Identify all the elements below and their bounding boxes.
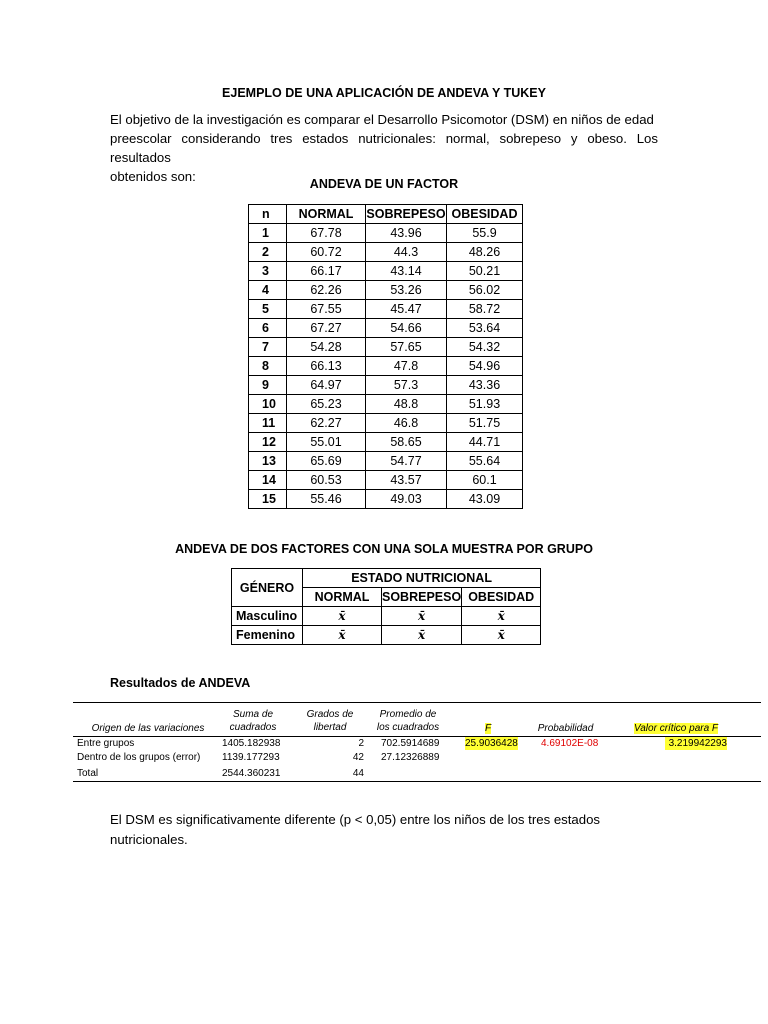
row-number: 13: [249, 452, 287, 471]
row-promedio: 702.5914689: [381, 738, 440, 749]
table-cell: 67.78: [287, 224, 366, 243]
column-header: OBESIDAD: [462, 588, 541, 607]
row-number: 3: [249, 262, 287, 281]
table-row: [232, 607, 541, 626]
row-number: 6: [249, 319, 287, 338]
header-f-label: F: [484, 723, 492, 734]
table-cell: 60.1: [447, 471, 523, 490]
row-number: 10: [249, 395, 287, 414]
row-origen: Dentro de los grupos (error): [77, 752, 201, 763]
table-cell: 57.3: [366, 376, 447, 395]
table-row: [249, 452, 523, 471]
row-number: 2: [249, 243, 287, 262]
table-cell: 53.26: [366, 281, 447, 300]
table-cell: 60.72: [287, 243, 366, 262]
table-cell: 58.72: [447, 300, 523, 319]
table-cell: 43.09: [447, 490, 523, 509]
row-promedio: 27.12326889: [381, 752, 440, 763]
row-number: 5: [249, 300, 287, 319]
table-cell: 43.14: [366, 262, 447, 281]
header-promedio: [370, 708, 446, 734]
header-valor-label: Valor crítico para F: [633, 723, 719, 734]
header-line: cuadrados: [229, 722, 277, 733]
row-origen: Entre grupos: [77, 738, 135, 749]
intro-line: preescolar considerando tres estados nutricionales: normal, sobrepeso y obeso. Los resultados: [110, 131, 658, 165]
table-bottom-rule: [73, 781, 761, 782]
table-cell: 44.71: [447, 433, 523, 452]
table-row: [249, 357, 523, 376]
row-f-value: 25.9036428: [465, 738, 518, 749]
table-row: [249, 243, 523, 262]
table-cell: 55.01: [287, 433, 366, 452]
table-cell: 62.26: [287, 281, 366, 300]
table-cell: 54.32: [447, 338, 523, 357]
estado-header: ESTADO NUTRICIONAL: [303, 569, 541, 588]
row-gl: 44: [352, 768, 364, 779]
table-cell: 48.8: [366, 395, 447, 414]
table1-title: ANDEVA DE UN FACTOR: [309, 177, 459, 191]
table-cell: 45.47: [366, 300, 447, 319]
document-title: EJEMPLO DE UNA APLICACIÓN DE ANDEVA Y TUKEY: [222, 86, 546, 100]
table-cell: 67.27: [287, 319, 366, 338]
table-row: [249, 300, 523, 319]
table-cell: 43.57: [366, 471, 447, 490]
mean-symbol: x̄: [382, 626, 462, 645]
row-number: 4: [249, 281, 287, 300]
mean-symbol: x̄: [303, 626, 382, 645]
table-cell: 54.96: [447, 357, 523, 376]
column-header: NORMAL: [303, 588, 382, 607]
table-cell: 58.65: [366, 433, 447, 452]
table-row: [249, 319, 523, 338]
row-gl: 2: [358, 738, 364, 749]
table-cell: 51.75: [447, 414, 523, 433]
header-f: [478, 722, 498, 735]
row-suma: 2544.360231: [222, 768, 281, 779]
table-row: [249, 414, 523, 433]
one-factor-table: [248, 204, 523, 509]
column-header: SOBREPESO: [366, 205, 447, 224]
table-cell: 51.93: [447, 395, 523, 414]
table-cell: 56.02: [447, 281, 523, 300]
table-cell: 53.64: [447, 319, 523, 338]
table-cell: 54.77: [366, 452, 447, 471]
header-origen: Origen de las variaciones: [91, 723, 205, 734]
table-row: [249, 376, 523, 395]
row-gl: 42: [352, 752, 364, 763]
table-cell: 46.8: [366, 414, 447, 433]
table-cell: 48.26: [447, 243, 523, 262]
intro-line: El objetivo de la investigación es comparar el Desarrollo Psicomotor (DSM) en niños de edad: [110, 112, 654, 127]
row-number: 12: [249, 433, 287, 452]
header-line: Promedio de: [379, 709, 437, 720]
table2-title: ANDEVA DE DOS FACTORES CON UNA SOLA MUESTRA POR GRUPO: [175, 542, 593, 556]
mean-symbol: x̄: [462, 626, 541, 645]
intro-line: obtenidos son:: [110, 169, 196, 184]
genero-header: GÉNERO: [232, 569, 303, 607]
table-cell: 44.3: [366, 243, 447, 262]
mean-symbol: x̄: [382, 607, 462, 626]
row-number: 11: [249, 414, 287, 433]
table-cell: 65.23: [287, 395, 366, 414]
column-header: n: [249, 205, 287, 224]
table-row: [249, 433, 523, 452]
table-row: [249, 338, 523, 357]
table-cell: 60.53: [287, 471, 366, 490]
table-cell: 47.8: [366, 357, 447, 376]
row-label: Femenino: [232, 626, 303, 645]
table-row: [249, 471, 523, 490]
header-line: Suma de: [232, 709, 274, 720]
table-cell: 66.17: [287, 262, 366, 281]
row-number: 14: [249, 471, 287, 490]
table-top-rule: [73, 702, 761, 703]
row-suma: 1139.177293: [222, 752, 280, 763]
table-row: [249, 490, 523, 509]
row-number: 1: [249, 224, 287, 243]
header-suma: [218, 708, 288, 734]
table-cell: 64.97: [287, 376, 366, 395]
conclusion-line: El DSM es significativamente diferente (p < 0,05) entre los niños de los tres estados: [110, 812, 601, 827]
table-cell: 43.36: [447, 376, 523, 395]
table-header-row: [249, 205, 523, 224]
table-row: [249, 262, 523, 281]
row-number: 7: [249, 338, 287, 357]
header-line: Grados de: [306, 709, 354, 720]
table-cell: 54.28: [287, 338, 366, 357]
header-probabilidad: Probabilidad: [537, 723, 594, 734]
row-suma: 1405.182938: [222, 738, 281, 749]
table-row: [249, 281, 523, 300]
row-number: 9: [249, 376, 287, 395]
row-label: Masculino: [232, 607, 303, 626]
table-cell: 55.9: [447, 224, 523, 243]
row-valor-critico: 3.219942293: [665, 737, 727, 750]
anova-results-title: Resultados de ANDEVA: [110, 676, 251, 690]
conclusion-line: nutricionales.: [110, 832, 188, 847]
table-cell: 55.64: [447, 452, 523, 471]
header-grados: [295, 708, 365, 734]
header-line: los cuadrados: [376, 722, 440, 733]
row-number: 8: [249, 357, 287, 376]
table-cell: 57.65: [366, 338, 447, 357]
table-cell: 43.96: [366, 224, 447, 243]
table-cell: 65.69: [287, 452, 366, 471]
table-cell: 67.55: [287, 300, 366, 319]
table-cell: 50.21: [447, 262, 523, 281]
table-cell: 66.13: [287, 357, 366, 376]
conclusion-paragraph: [110, 810, 658, 850]
table-row: [249, 395, 523, 414]
mean-symbol: x̄: [303, 607, 382, 626]
mean-symbol: x̄: [462, 607, 541, 626]
row-origen: Total: [77, 768, 99, 779]
table-header-row: [232, 569, 541, 588]
intro-paragraph: [110, 110, 658, 186]
table-cell: 49.03: [366, 490, 447, 509]
row-number: 15: [249, 490, 287, 509]
column-header: OBESIDAD: [447, 205, 523, 224]
column-header: NORMAL: [287, 205, 366, 224]
column-header: SOBREPESO: [382, 588, 462, 607]
two-factor-table: [231, 568, 541, 645]
table-cell: 62.27: [287, 414, 366, 433]
table-cell: 55.46: [287, 490, 366, 509]
row-probabilidad: 4.69102E-08: [541, 738, 599, 749]
table-row: [249, 224, 523, 243]
header-line: libertad: [313, 722, 347, 733]
table-row: [232, 626, 541, 645]
header-valor-critico: [621, 722, 731, 735]
table-cell: 54.66: [366, 319, 447, 338]
